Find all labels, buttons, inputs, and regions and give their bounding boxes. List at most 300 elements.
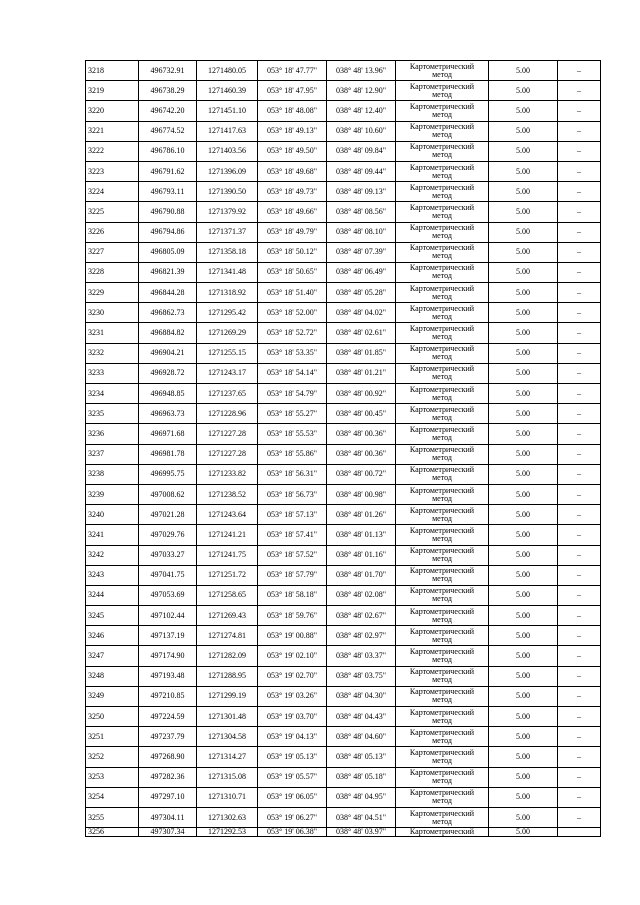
point-number-cell: 3238	[86, 464, 139, 484]
latitude-cell: 053° 19' 00.88"	[258, 626, 327, 646]
accuracy-cell: 5.00	[489, 646, 558, 666]
method-cell	[396, 242, 489, 262]
y-coordinate-cell: 1271237.65	[197, 384, 258, 404]
point-number-cell: 3247	[86, 646, 139, 666]
point-number-cell: 3231	[86, 323, 139, 343]
point-number-cell: 3220	[86, 101, 139, 121]
method-cell	[396, 464, 489, 484]
point-number-cell: 3254	[86, 787, 139, 807]
method-label-line2: метод	[432, 231, 452, 241]
latitude-cell: 053° 18' 54.14"	[258, 363, 327, 383]
table-row	[86, 242, 601, 262]
longitude-cell: 038° 48' 01.70"	[327, 565, 396, 585]
accuracy-cell: 5.00	[489, 343, 558, 363]
longitude-cell: 038° 48' 03.37"	[327, 646, 396, 666]
method-label-line1: Картометрический	[409, 747, 475, 757]
note-cell: –	[558, 61, 601, 81]
accuracy-cell: 5.00	[489, 222, 558, 242]
method-label-line2: метод	[432, 311, 452, 321]
accuracy-cell: 5.00	[489, 323, 558, 343]
method-label-line2: метод	[432, 776, 452, 786]
point-number-cell: 3243	[86, 565, 139, 585]
latitude-cell: 053° 18' 54.79"	[258, 384, 327, 404]
longitude-cell: 038° 48' 12.90"	[327, 81, 396, 101]
longitude-cell: 038° 48' 04.30"	[327, 686, 396, 706]
latitude-cell: 053° 19' 02.70"	[258, 666, 327, 686]
longitude-cell: 038° 48' 00.36"	[327, 424, 396, 444]
method-label-line1: Картометрический	[409, 162, 475, 172]
point-number-cell: 3256	[86, 828, 139, 837]
note-cell: –	[558, 484, 601, 504]
note-cell: –	[558, 101, 601, 121]
point-number-cell: 3255	[86, 807, 139, 827]
longitude-cell: 038° 48' 04.60"	[327, 727, 396, 747]
method-label-line1: Картометрический	[409, 768, 475, 778]
latitude-cell: 053° 18' 52.00"	[258, 303, 327, 323]
accuracy-cell: 5.00	[489, 182, 558, 202]
note-cell: –	[558, 404, 601, 424]
table-row	[86, 686, 601, 706]
method-label-line2: метод	[432, 271, 452, 281]
method-label-line1: Картометрический	[409, 586, 475, 596]
method-label-line2: метод	[432, 634, 452, 644]
method-label-line2: метод	[432, 170, 452, 180]
accuracy-cell: 5.00	[489, 363, 558, 383]
x-coordinate-cell: 496971.68	[139, 424, 197, 444]
method-label-line2: метод	[432, 332, 452, 342]
x-coordinate-cell: 496732.91	[139, 61, 197, 81]
table-row	[86, 707, 601, 727]
method-label-line1: Картометрический	[409, 445, 475, 455]
note-cell: –	[558, 707, 601, 727]
table-row	[86, 505, 601, 525]
accuracy-cell: 5.00	[489, 545, 558, 565]
table-row	[86, 444, 601, 464]
method-label-line1: Картометрический	[409, 263, 475, 273]
table-row	[86, 565, 601, 585]
x-coordinate-cell: 496884.82	[139, 323, 197, 343]
longitude-cell: 038° 48' 05.13"	[327, 747, 396, 767]
accuracy-cell: 5.00	[489, 606, 558, 626]
point-number-cell: 3245	[86, 606, 139, 626]
latitude-cell: 053° 18' 56.31"	[258, 464, 327, 484]
x-coordinate-cell: 496995.75	[139, 464, 197, 484]
method-label-line2: метод	[432, 109, 452, 119]
note-cell: –	[558, 545, 601, 565]
table-row	[86, 182, 601, 202]
method-cell	[396, 222, 489, 242]
point-number-cell: 3246	[86, 626, 139, 646]
method-label-line2: метод	[432, 190, 452, 200]
latitude-cell: 053° 19' 04.13"	[258, 727, 327, 747]
x-coordinate-cell: 497029.76	[139, 525, 197, 545]
accuracy-cell: 5.00	[489, 484, 558, 504]
latitude-cell: 053° 18' 49.66"	[258, 202, 327, 222]
method-label-line2: метод	[432, 473, 452, 483]
y-coordinate-cell: 1271288.95	[197, 666, 258, 686]
longitude-cell: 038° 48' 04.51"	[327, 807, 396, 827]
x-coordinate-cell: 497021.28	[139, 505, 197, 525]
point-number-cell: 3232	[86, 343, 139, 363]
y-coordinate-cell: 1271358.18	[197, 242, 258, 262]
method-cell	[396, 787, 489, 807]
latitude-cell: 053° 19' 06.27"	[258, 807, 327, 827]
accuracy-cell: 5.00	[489, 464, 558, 484]
method-label-line1: Картометрический	[409, 142, 475, 152]
x-coordinate-cell: 496793.11	[139, 182, 197, 202]
point-number-cell: 3227	[86, 242, 139, 262]
method-label-line2: метод	[432, 412, 452, 422]
table-row	[86, 222, 601, 242]
table-row	[86, 343, 601, 363]
method-label-line2: метод	[432, 735, 452, 745]
table-row	[86, 404, 601, 424]
y-coordinate-cell: 1271282.09	[197, 646, 258, 666]
point-number-cell: 3236	[86, 424, 139, 444]
note-cell: –	[558, 666, 601, 686]
y-coordinate-cell: 1271451.10	[197, 101, 258, 121]
method-label-line2: метод	[432, 715, 452, 725]
point-number-cell: 3253	[86, 767, 139, 787]
point-number-cell: 3228	[86, 262, 139, 282]
method-cell	[396, 686, 489, 706]
method-cell	[396, 807, 489, 827]
table-row	[86, 323, 601, 343]
x-coordinate-cell: 496862.73	[139, 303, 197, 323]
accuracy-cell: 5.00	[489, 686, 558, 706]
note-cell: –	[558, 303, 601, 323]
method-cell	[396, 121, 489, 141]
point-number-cell: 3223	[86, 161, 139, 181]
x-coordinate-cell: 497307.34	[139, 828, 197, 837]
method-label-line1: Картометрический	[409, 808, 475, 818]
y-coordinate-cell: 1271228.96	[197, 404, 258, 424]
y-coordinate-cell: 1271295.42	[197, 303, 258, 323]
table-row	[86, 161, 601, 181]
longitude-cell: 038° 48' 13.96"	[327, 61, 396, 81]
latitude-cell: 053° 18' 49.13"	[258, 121, 327, 141]
table-row	[86, 787, 601, 807]
x-coordinate-cell: 497268.90	[139, 747, 197, 767]
method-cell	[396, 727, 489, 747]
table-row	[86, 464, 601, 484]
accuracy-cell: 5.00	[489, 585, 558, 605]
method-label-line2: метод	[432, 796, 452, 806]
x-coordinate-cell: 497297.10	[139, 787, 197, 807]
x-coordinate-cell: 497008.62	[139, 484, 197, 504]
longitude-cell: 038° 48' 05.28"	[327, 283, 396, 303]
note-cell: –	[558, 283, 601, 303]
note-cell: –	[558, 807, 601, 827]
note-cell: –	[558, 505, 601, 525]
table-row	[86, 807, 601, 827]
latitude-cell: 053° 18' 55.53"	[258, 424, 327, 444]
point-number-cell: 3249	[86, 686, 139, 706]
y-coordinate-cell: 1271238.52	[197, 484, 258, 504]
latitude-cell: 053° 19' 05.57"	[258, 767, 327, 787]
method-label-line2: метод	[432, 816, 452, 826]
method-cell	[396, 262, 489, 282]
method-label-line2: метод	[432, 352, 452, 362]
x-coordinate-cell: 496791.62	[139, 161, 197, 181]
accuracy-cell: 5.00	[489, 61, 558, 81]
longitude-cell: 038° 48' 12.40"	[327, 101, 396, 121]
method-label-line2: метод	[432, 513, 452, 523]
note-cell: –	[558, 525, 601, 545]
accuracy-cell: 5.00	[489, 283, 558, 303]
note-cell: –	[558, 646, 601, 666]
note-cell: –	[558, 565, 601, 585]
accuracy-cell: 5.00	[489, 384, 558, 404]
latitude-cell: 053° 19' 02.10"	[258, 646, 327, 666]
method-label-line1: Картометрический	[409, 788, 475, 798]
point-number-cell: 3237	[86, 444, 139, 464]
method-label-line2: метод	[432, 69, 452, 79]
method-cell	[396, 343, 489, 363]
point-number-cell: 3230	[86, 303, 139, 323]
method-label-line2: метод	[432, 493, 452, 503]
method-cell	[396, 61, 489, 81]
method-label-line1: Картометрический	[409, 626, 475, 636]
accuracy-cell: 5.00	[489, 101, 558, 121]
longitude-cell: 038° 48' 05.18"	[327, 767, 396, 787]
x-coordinate-cell: 497282.36	[139, 767, 197, 787]
y-coordinate-cell: 1271301.48	[197, 707, 258, 727]
accuracy-cell: 5.00	[489, 666, 558, 686]
accuracy-cell: 5.00	[489, 505, 558, 525]
method-label-line1: Картометрический	[409, 202, 475, 212]
method-cell	[396, 283, 489, 303]
longitude-cell: 038° 48' 00.36"	[327, 444, 396, 464]
coordinates-table-body	[86, 61, 601, 837]
point-number-cell: 3244	[86, 585, 139, 605]
longitude-cell: 038° 48' 01.16"	[327, 545, 396, 565]
longitude-cell: 038° 48' 06.49"	[327, 262, 396, 282]
method-label-line1: Картометрический	[409, 81, 475, 91]
method-cell	[396, 707, 489, 727]
method-label-line2: метод	[432, 695, 452, 705]
point-number-cell: 3234	[86, 384, 139, 404]
method-cell	[396, 484, 489, 504]
latitude-cell: 053° 18' 48.08"	[258, 101, 327, 121]
y-coordinate-cell: 1271371.37	[197, 222, 258, 242]
point-number-cell: 3250	[86, 707, 139, 727]
method-cell	[396, 161, 489, 181]
latitude-cell: 053° 18' 49.50"	[258, 141, 327, 161]
method-cell	[396, 424, 489, 444]
method-label-line1: Картометрический	[409, 344, 475, 354]
y-coordinate-cell: 1271480.05	[197, 61, 258, 81]
latitude-cell: 053° 18' 50.65"	[258, 262, 327, 282]
longitude-cell: 038° 48' 03.75"	[327, 666, 396, 686]
method-cell	[396, 646, 489, 666]
coordinates-sheet	[85, 60, 601, 837]
y-coordinate-cell: 1271460.39	[197, 81, 258, 101]
latitude-cell: 053° 18' 47.95"	[258, 81, 327, 101]
point-number-cell: 3242	[86, 545, 139, 565]
point-number-cell: 3240	[86, 505, 139, 525]
coordinates-table	[85, 60, 601, 837]
longitude-cell: 038° 48' 01.26"	[327, 505, 396, 525]
accuracy-cell: 5.00	[489, 161, 558, 181]
latitude-cell: 053° 19' 05.13"	[258, 747, 327, 767]
y-coordinate-cell: 1271310.71	[197, 787, 258, 807]
latitude-cell: 053° 18' 57.41"	[258, 525, 327, 545]
method-cell	[396, 81, 489, 101]
table-row	[86, 363, 601, 383]
accuracy-cell: 5.00	[489, 404, 558, 424]
method-label-line1: Картометрический	[409, 485, 475, 495]
note-cell: –	[558, 747, 601, 767]
longitude-cell: 038° 48' 09.44"	[327, 161, 396, 181]
method-label-line2: метод	[432, 533, 452, 543]
x-coordinate-cell: 496963.73	[139, 404, 197, 424]
y-coordinate-cell: 1271255.15	[197, 343, 258, 363]
point-number-cell: 3251	[86, 727, 139, 747]
method-label-line1: Картометрический	[409, 101, 475, 111]
latitude-cell: 053° 18' 49.68"	[258, 161, 327, 181]
table-row	[86, 141, 601, 161]
x-coordinate-cell: 497053.69	[139, 585, 197, 605]
method-label-line1: Картометрический	[409, 465, 475, 475]
x-coordinate-cell: 496738.29	[139, 81, 197, 101]
table-row	[86, 747, 601, 767]
latitude-cell: 053° 19' 06.38"	[258, 828, 327, 837]
y-coordinate-cell: 1271241.75	[197, 545, 258, 565]
method-label-line1: Картометрический	[409, 566, 475, 576]
point-number-cell: 3235	[86, 404, 139, 424]
latitude-cell: 053° 18' 55.86"	[258, 444, 327, 464]
accuracy-cell: 5.00	[489, 262, 558, 282]
latitude-cell: 053° 18' 59.76"	[258, 606, 327, 626]
latitude-cell: 053° 18' 52.72"	[258, 323, 327, 343]
longitude-cell: 038° 48' 01.21"	[327, 363, 396, 383]
note-cell: –	[558, 424, 601, 444]
point-number-cell: 3252	[86, 747, 139, 767]
table-row	[86, 303, 601, 323]
point-number-cell: 3226	[86, 222, 139, 242]
accuracy-cell: 5.00	[489, 525, 558, 545]
point-number-cell: 3221	[86, 121, 139, 141]
note-cell: –	[558, 182, 601, 202]
method-cell	[396, 545, 489, 565]
y-coordinate-cell: 1271269.43	[197, 606, 258, 626]
note-cell: –	[558, 606, 601, 626]
note-cell: –	[558, 81, 601, 101]
method-label-line1: Картометрический	[409, 505, 475, 515]
y-coordinate-cell: 1271315.08	[197, 767, 258, 787]
note-cell: –	[558, 222, 601, 242]
latitude-cell: 053° 18' 57.13"	[258, 505, 327, 525]
table-row	[86, 545, 601, 565]
accuracy-cell: 5.00	[489, 424, 558, 444]
x-coordinate-cell: 496928.72	[139, 363, 197, 383]
y-coordinate-cell: 1271243.64	[197, 505, 258, 525]
note-cell: –	[558, 343, 601, 363]
method-label-line2: метод	[432, 755, 452, 765]
method-cell	[396, 141, 489, 161]
note-cell: –	[558, 384, 601, 404]
y-coordinate-cell: 1271302.63	[197, 807, 258, 827]
longitude-cell: 038° 48' 08.56"	[327, 202, 396, 222]
method-cell	[396, 404, 489, 424]
note-cell: –	[558, 121, 601, 141]
note-cell	[558, 828, 601, 837]
point-number-cell: 3233	[86, 363, 139, 383]
longitude-cell: 038° 48' 02.97"	[327, 626, 396, 646]
latitude-cell: 053° 18' 57.79"	[258, 565, 327, 585]
x-coordinate-cell: 496904.21	[139, 343, 197, 363]
x-coordinate-cell: 497102.44	[139, 606, 197, 626]
accuracy-cell: 5.00	[489, 828, 558, 837]
point-number-cell: 3219	[86, 81, 139, 101]
method-label-line2: метод	[432, 655, 452, 665]
method-cell	[396, 444, 489, 464]
y-coordinate-cell: 1271403.56	[197, 141, 258, 161]
longitude-cell: 038° 48' 01.85"	[327, 343, 396, 363]
method-cell	[396, 666, 489, 686]
y-coordinate-cell: 1271274.81	[197, 626, 258, 646]
table-row	[86, 283, 601, 303]
x-coordinate-cell: 497224.59	[139, 707, 197, 727]
method-label-line1: Картометрический	[409, 61, 475, 71]
method-cell	[396, 525, 489, 545]
note-cell: –	[558, 323, 601, 343]
table-row	[86, 626, 601, 646]
longitude-cell: 038° 48' 00.72"	[327, 464, 396, 484]
table-row	[86, 606, 601, 626]
method-label-line1: Картометрический	[409, 606, 475, 616]
x-coordinate-cell: 496821.39	[139, 262, 197, 282]
x-coordinate-cell: 497041.75	[139, 565, 197, 585]
longitude-cell: 038° 48' 04.95"	[327, 787, 396, 807]
point-number-cell: 3229	[86, 283, 139, 303]
method-label-line1: Картометрический	[409, 283, 475, 293]
x-coordinate-cell: 496742.20	[139, 101, 197, 121]
accuracy-cell: 5.00	[489, 565, 558, 585]
method-label-line2: метод	[432, 574, 452, 584]
note-cell: –	[558, 727, 601, 747]
method-label-line2: метод	[432, 453, 452, 463]
method-cell	[396, 182, 489, 202]
longitude-cell: 038° 48' 04.43"	[327, 707, 396, 727]
latitude-cell: 053° 18' 51.40"	[258, 283, 327, 303]
x-coordinate-cell: 496786.10	[139, 141, 197, 161]
latitude-cell: 053° 18' 58.18"	[258, 585, 327, 605]
y-coordinate-cell: 1271341.48	[197, 262, 258, 282]
note-cell: –	[558, 363, 601, 383]
method-label-line1: Картометрический	[409, 424, 475, 434]
latitude-cell: 053° 18' 56.73"	[258, 484, 327, 504]
point-number-cell: 3224	[86, 182, 139, 202]
method-label-line2: метод	[432, 150, 452, 160]
method-label-line2: метод	[432, 432, 452, 442]
accuracy-cell: 5.00	[489, 787, 558, 807]
x-coordinate-cell: 496805.09	[139, 242, 197, 262]
method-cell	[396, 626, 489, 646]
longitude-cell: 038° 48' 00.98"	[327, 484, 396, 504]
table-row	[86, 767, 601, 787]
y-coordinate-cell: 1271314.27	[197, 747, 258, 767]
note-cell: –	[558, 202, 601, 222]
note-cell: –	[558, 464, 601, 484]
method-label-line2: метод	[432, 554, 452, 564]
latitude-cell: 053° 19' 03.26"	[258, 686, 327, 706]
note-cell: –	[558, 141, 601, 161]
accuracy-cell: 5.00	[489, 747, 558, 767]
longitude-cell: 038° 48' 02.67"	[327, 606, 396, 626]
method-label-line1: Картометрический	[409, 364, 475, 374]
